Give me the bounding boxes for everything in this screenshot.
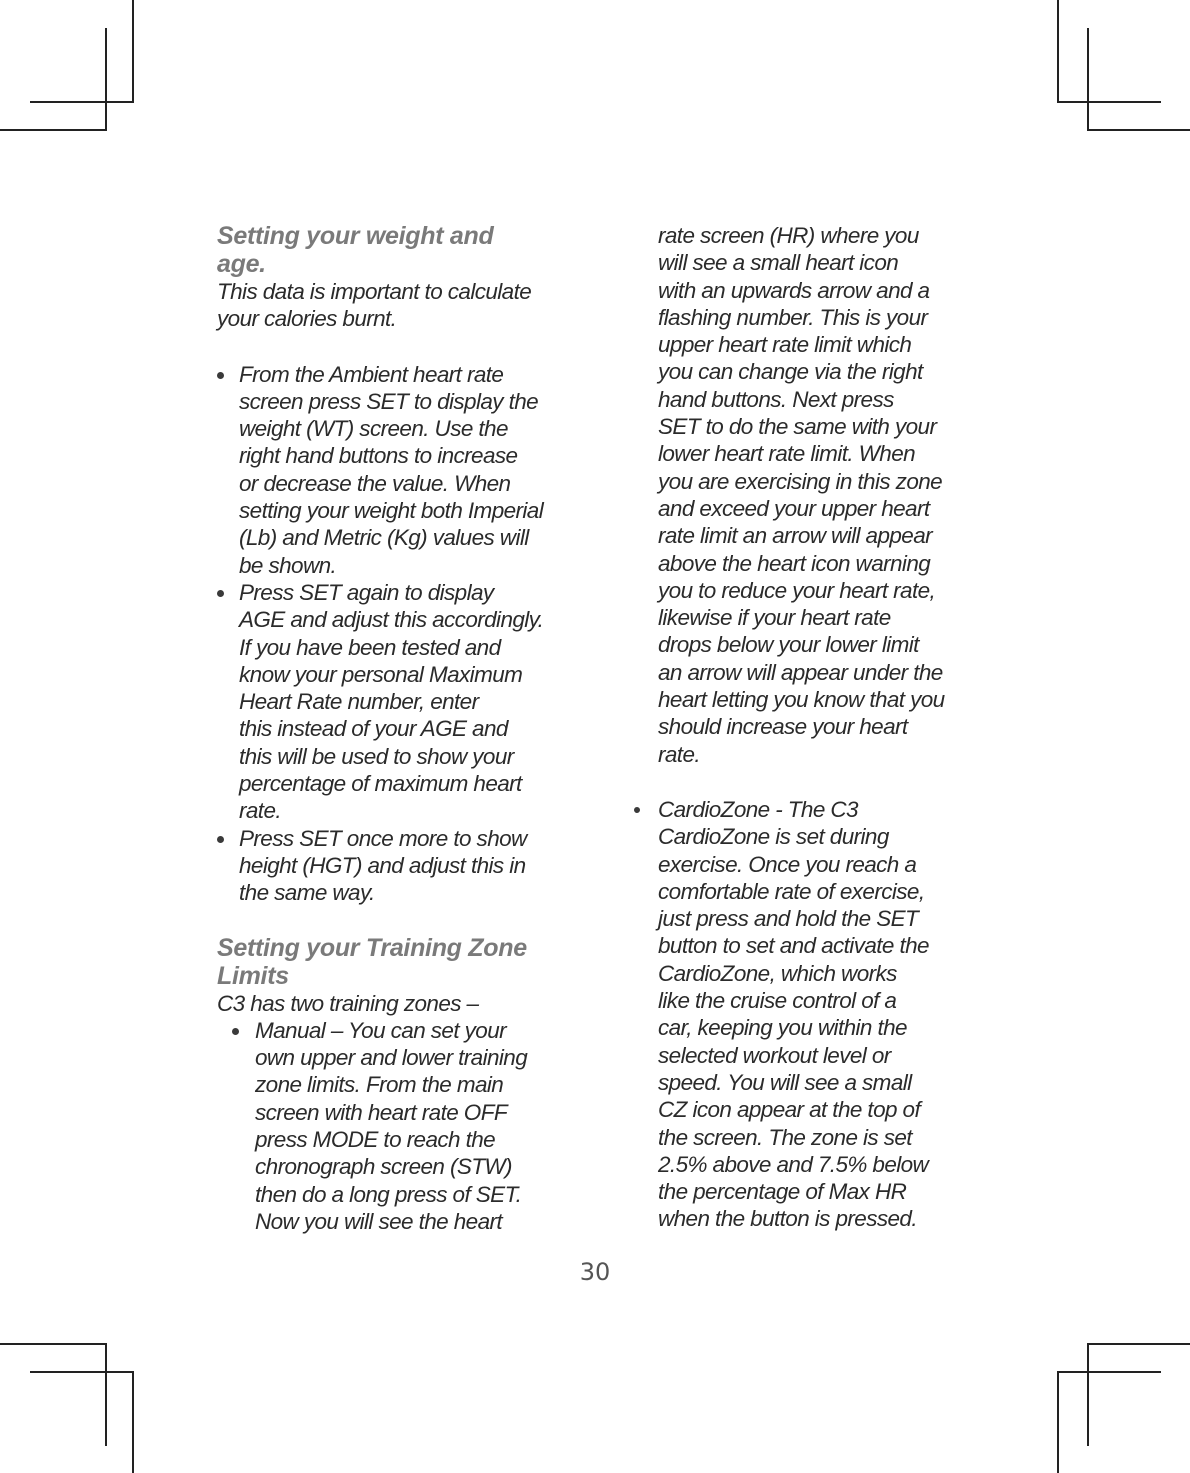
- text-line: flashing number. This is your: [658, 304, 928, 330]
- text-line: an arrow will appear under the: [658, 659, 943, 685]
- text-line: this instead of your AGE and: [239, 716, 508, 742]
- text-line: Now you will see the heart: [255, 1208, 503, 1234]
- text-line: screen press SET to display the: [239, 388, 539, 414]
- continuation-paragraph: [658, 222, 988, 768]
- text-line: know your personal Maximum: [239, 661, 523, 687]
- intro-paragraph: [217, 278, 587, 333]
- text-line: CardioZone, which works: [658, 960, 897, 986]
- text-line: right hand buttons to increase: [239, 443, 518, 469]
- text-line: selected workout level or: [658, 1042, 891, 1068]
- text-line: likewise if your heart rate: [658, 605, 891, 631]
- text-line: when the button is pressed.: [658, 1206, 917, 1232]
- text-line: C3 has two training zones –: [217, 990, 479, 1016]
- right-column: [658, 222, 988, 1233]
- text-line: like the cruise control of a: [658, 988, 897, 1014]
- text-line: heart letting you know that you: [658, 687, 945, 713]
- text-line: weight (WT) screen. Use the: [239, 416, 508, 442]
- bullet-icon: [217, 372, 224, 379]
- text-line: own upper and lower training: [255, 1045, 528, 1071]
- bullet-icon: [634, 807, 640, 813]
- text-line: just press and hold the SET: [658, 906, 919, 932]
- list-item: [217, 825, 587, 907]
- text-line: then do a long press of SET.: [255, 1181, 522, 1207]
- left-column: [217, 222, 587, 1235]
- heading-line: age.: [217, 250, 266, 278]
- heading-line: Setting your weight and: [217, 222, 494, 250]
- text-line: CardioZone - The C3: [658, 796, 858, 822]
- text-line: rate limit an arrow will appear: [658, 523, 933, 549]
- text-line: rate.: [658, 741, 701, 767]
- heading-line: Limits: [217, 961, 289, 990]
- text-line: zone limits. From the main: [255, 1072, 504, 1098]
- text-line: you are exercising in this zone: [658, 468, 943, 494]
- bullet-icon: [217, 836, 224, 843]
- bullet-list-weight-age: [217, 361, 587, 907]
- text-line: rate.: [239, 798, 282, 824]
- text-line: the same way.: [239, 880, 375, 906]
- text-line: speed. You will see a small: [658, 1069, 912, 1095]
- text-line: the screen. The zone is set: [658, 1124, 912, 1150]
- text-line: CZ icon appear at the top of: [658, 1097, 921, 1123]
- bullet-list-training-zone: [217, 1017, 587, 1235]
- text-line: press MODE to reach the: [255, 1127, 496, 1153]
- text-line: you can change via the right: [658, 359, 923, 385]
- text-line: drops below your lower limit: [658, 632, 919, 658]
- text-line: this will be used to show your: [239, 743, 514, 769]
- text-line: the percentage of Max HR: [658, 1179, 907, 1205]
- text-line: SET to do the same with your: [658, 414, 937, 440]
- heading-line: Setting your Training Zone: [217, 933, 527, 962]
- text-line: and exceed your upper heart: [658, 495, 930, 521]
- text-line: or decrease the value. When: [239, 470, 511, 496]
- text-line: be shown.: [239, 552, 337, 578]
- text-line: should increase your heart: [658, 714, 908, 740]
- list-item: [217, 1017, 587, 1235]
- text-line: above the heart icon warning: [658, 550, 931, 576]
- text-line: rate screen (HR) where you: [658, 223, 919, 248]
- text-line: screen with heart rate OFF: [255, 1099, 507, 1125]
- text-line: Manual – You can set your: [255, 1017, 507, 1043]
- intro-paragraph: [217, 990, 587, 1017]
- text-line: If you have been tested and: [239, 634, 501, 660]
- bullet-icon: [217, 590, 224, 597]
- text-line: percentage of maximum heart: [239, 771, 522, 797]
- text-line: This data is important to calculate: [217, 279, 532, 304]
- text-line: AGE and adjust this accordingly.: [239, 607, 544, 633]
- text-line: (Lb) and Metric (Kg) values will: [239, 525, 529, 551]
- text-line: Heart Rate number, enter: [239, 689, 479, 715]
- text-line: car, keeping you within the: [658, 1015, 907, 1041]
- text-line: chronograph screen (STW): [255, 1154, 512, 1180]
- text-line: comfortable rate of exercise,: [658, 878, 925, 904]
- text-line: will see a small heart icon: [658, 250, 899, 276]
- list-item: [217, 579, 587, 825]
- bullet-icon: [232, 1028, 239, 1035]
- text-line: From the Ambient heart rate: [239, 361, 504, 387]
- text-line: 2.5% above and 7.5% below: [658, 1151, 929, 1177]
- text-line: Press SET once more to show: [239, 825, 527, 851]
- text-line: button to set and activate the: [658, 933, 929, 959]
- text-line: hand buttons. Next press: [658, 386, 894, 412]
- text-line: height (HGT) and adjust this in: [239, 852, 526, 878]
- text-line: your calories burnt.: [217, 306, 397, 332]
- list-item: [217, 361, 587, 579]
- text-line: Press SET again to display: [239, 579, 494, 605]
- text-line: with an upwards arrow and a: [658, 277, 930, 303]
- page-number: 30: [579, 1258, 611, 1286]
- text-line: setting your weight both Imperial: [239, 498, 544, 524]
- list-item: [658, 796, 988, 1233]
- section-heading-weight-age: [217, 222, 587, 278]
- text-line: you to reduce your heart rate,: [658, 577, 936, 603]
- text-line: exercise. Once you reach a: [658, 851, 917, 877]
- text-line: upper heart rate limit which: [658, 332, 912, 358]
- bullet-list-cardiozone: [658, 796, 988, 1233]
- text-line: lower heart rate limit. When: [658, 441, 916, 467]
- text-line: CardioZone is set during: [658, 824, 889, 850]
- section-heading-training-zone: [217, 934, 587, 990]
